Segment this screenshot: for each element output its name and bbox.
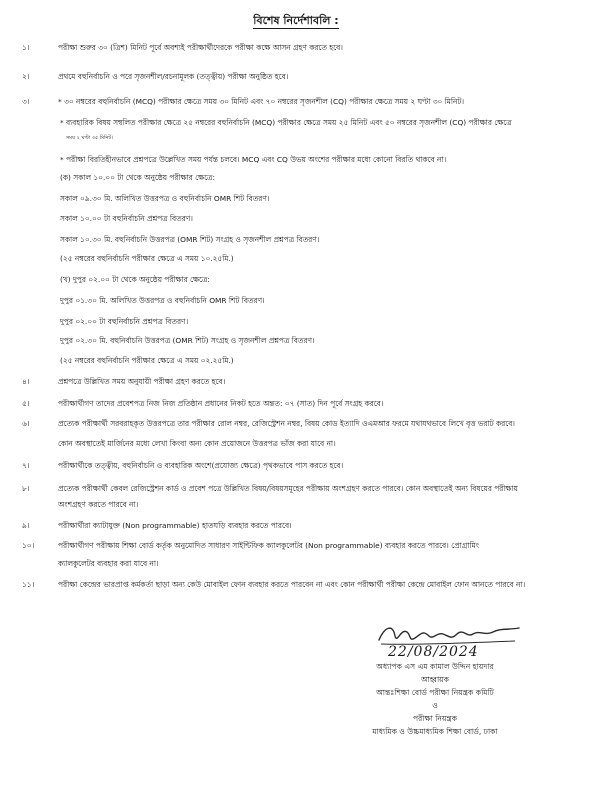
- afternoon-schedule-heading: (খ) দুপুর ০২.০০ টা থেকে অনুষ্ঠেয় পরীক্ষার ক্ষেত্রে:: [60, 275, 210, 284]
- instruction-2: প্রথমে বহুনির্বাচনি ও পরে সৃজনশীল/রচনামূলক (তত্ত্বীয়) পরীক্ষা অনুষ্ঠিত হবে।: [58, 72, 289, 81]
- instruction-6-cont: কোন অবস্থাতেই মার্জিনের মধ্যে লেখা কিংবা অন্য কোন প্রয়োজনে উত্তরপত্র ভাঁজ করা যাবে না।: [58, 439, 336, 448]
- instruction-3-practical-time: * ব্যবহারিক বিষয় সম্বলিত পরীক্ষার ক্ষেত্রে ২৫ নম্বরের বহুনির্বাচনি (MCQ) পরীক্ষার ক্ষেত্রে সময় ২৫ মিনিট এবং ৫০ নম্বরের সৃজনশীল (CQ) পরীক্ষার ক্ষেত্রে: [60, 118, 512, 127]
- item-number-5: ৫।: [22, 399, 30, 408]
- item-number-7: ৭।: [22, 461, 30, 470]
- instruction-5: পরীক্ষার্থীগণ তাদের প্রবেশপত্র নিজ নিজ প্রতিষ্ঠান প্রধানের নিকট হতে অন্তত: ০৭ (সাত) দিন পূর্বে সংগ্রহ করবে।: [58, 399, 384, 408]
- instruction-8: প্রত্যেক পরীক্ষার্থী কেবল রেজিস্ট্রেশন কার্ড ও প্রবেশ পত্রে উল্লিখিত বিষয়/বিষয়সমূহের পরীক্ষায় অংশগ্রহণ করতে পারবে। কোন অবস্থাতেই অন্য বিষয়ের পরীক্ষায়: [58, 484, 518, 493]
- board-name: মাধ্যমিক ও উচ্চমাধ্যমিক শিক্ষা বোর্ড, ঢাকা: [372, 727, 498, 736]
- morning-schedule-heading: (ক) সকাল ১০.০০ টা থেকে অনুষ্ঠেয় পরীক্ষার ক্ষেত্রে:: [60, 173, 215, 182]
- instruction-3-mcq-cq-time: * ৩০ নম্বরের বহুনির্বাচনি (MCQ) পরীক্ষার ক্ষেত্রে সময় ৩০ মিনিট এবং ৭০ নম্বরের সৃজনশীল (CQ) পরীক্ষার ক্ষেত্রে সময় ২ ঘণ্টা ৩০ মিনিট।: [58, 97, 465, 106]
- instruction-3-practical-time-cont: সময় ২ ঘণ্টা ৩৫ মিনিট।: [66, 135, 113, 141]
- item-number-3: ৩।: [22, 97, 30, 106]
- morning-schedule-1: সকাল ০৯.৩০ মি. অলিখিত উত্তরপত্র ও বহুনির্বাচনি OMR শিট বিতরণ।: [60, 194, 270, 203]
- instruction-8-cont: অংশগ্রহণ করতে পারবে না।: [58, 500, 139, 509]
- morning-schedule-2: সকাল ১০.০০ টা বহুনির্বাচনি প্রশ্নপত্র বিতরণ।: [60, 214, 193, 223]
- item-number-9: ৯।: [22, 521, 30, 530]
- item-number-11: ১১।: [22, 580, 35, 589]
- instruction-10-cont: ক্যালকুলেটর ব্যবহার করা যাবে না।: [58, 559, 159, 568]
- morning-schedule-note: (২৫ নম্বরের বহুনির্বাচনি পরীক্ষার ক্ষেত্রে এ সময় ১০.২৫মি.): [60, 254, 234, 263]
- item-number-6: ৬।: [22, 419, 30, 428]
- signature-date: 22/08/2024: [388, 644, 479, 660]
- notice-title: বিশেষ নির্দেশাবলি :: [253, 14, 339, 27]
- afternoon-schedule-2: দুপুর ০২.০০ টা বহুনির্বাচনি প্রশ্নপত্র বিতরণ।: [60, 317, 189, 326]
- instruction-11: পরীক্ষা কেন্দ্রের ভারপ্রাপ্ত কর্মকর্তা ছাড়া অন্য কেউ মোবাইল ফোন ব্যবহার করতে পারবেন না এবং কোন পরীক্ষার্থী পরীক্ষা কেন্দ্রে মোবাইল ফোন আনতে পারবে না।: [58, 580, 526, 589]
- instruction-1: পরীক্ষা শুরুর ৩০ (ত্রিশ) মিনিট পূর্বে অবশ্যই পরীক্ষার্থীদেরকে পরীক্ষা কক্ষে আসন গ্রহণ করতে হবে।: [58, 43, 343, 52]
- item-number-1: ১।: [22, 43, 30, 52]
- instruction-7: পরীক্ষার্থীকে তত্ত্বীয়, বহুনির্বাচনি ও ব্যবহারিক অংশে(প্রযোজ্য ক্ষেত্রে) পৃথকভাবে পাস করতে হবে।: [58, 461, 344, 470]
- item-number-4: ৪।: [22, 377, 30, 386]
- signatory-role-controller: পরীক্ষা নিয়ন্ত্রক: [412, 714, 458, 723]
- conjunction: ও: [432, 701, 438, 710]
- instruction-6: প্রত্যেক পরীক্ষার্থী সরবরাহকৃত উত্তরপত্রে তার পরীক্ষার রোল নম্বর, রেজিস্ট্রেশন নম্বর, বিষয় কোড ইত্যাদি ওএমআর ফরমে যথাযথভাবে লিখে বৃত্ত ভরাট করবে।: [58, 419, 515, 428]
- committee-name: আন্তঃশিক্ষা বোর্ড পরীক্ষা নিয়ন্ত্রক কমিটি: [376, 688, 494, 697]
- afternoon-schedule-3: দুপুর ০২.৩০ মি. বহুনির্বাচনি উত্তরপত্র (OMR শিট) সংগ্রহ ও সৃজনশীল প্রশ্নপত্র বিতরণ।: [60, 336, 315, 345]
- instruction-4: প্রশ্নপত্রে উল্লিখিত সময় অনুযায়ী পরীক্ষা গ্রহণ করতে হবে।: [58, 377, 226, 386]
- afternoon-schedule-1: দুপুর ০১.৩০ মি. অলিখিত উত্তরপত্র ও বহুনির্বাচনি OMR শিট বিতরণ।: [60, 296, 265, 305]
- item-number-8: ৮।: [22, 484, 30, 493]
- signatory-role-convener: আহ্বায়ক: [421, 675, 449, 684]
- item-number-2: ২।: [22, 72, 30, 81]
- afternoon-schedule-note: (২৫ নম্বরের বহুনির্বাচনি পরীক্ষার ক্ষেত্রে এ সময় ০২.২৫মি.): [60, 356, 234, 365]
- signatory-name: অধ্যাপক এস এম কামাল উদ্দিন হায়দার: [376, 662, 494, 671]
- instruction-9: পরীক্ষার্থীরা ক্যাটাযুক্ত (Non programmable) হাতঘড়ি ব্যবহার করতে পারবে।: [58, 521, 292, 530]
- instruction-3-no-break: * পরীক্ষা বিরতিহীনভাবে প্রশ্নপত্রে উল্লেখিত সময় পর্যন্ত চলবে। MCQ এবং CQ উভয় অংশের পরীক্ষার মধ্যে কোনো বিরতি থাকবে না।: [60, 155, 447, 164]
- instruction-10: পরীক্ষার্থীগণ পরীক্ষায় শিক্ষা বোর্ড কর্তৃক অনুমোদিত সাধারণ সাইন্টিফিক ক্যালকুলেটর (Non programmable) ব্যবহার করতে পারবে। প্রোগ্রামিং: [58, 541, 479, 550]
- item-number-10: ১০।: [22, 541, 35, 550]
- morning-schedule-3: সকাল ১০.৩০ মি. বহুনির্বাচনি উত্তরপত্র (OMR শিট) সংগ্রহ ও সৃজনশীল প্রশ্নপত্র বিতরণ।: [60, 235, 320, 244]
